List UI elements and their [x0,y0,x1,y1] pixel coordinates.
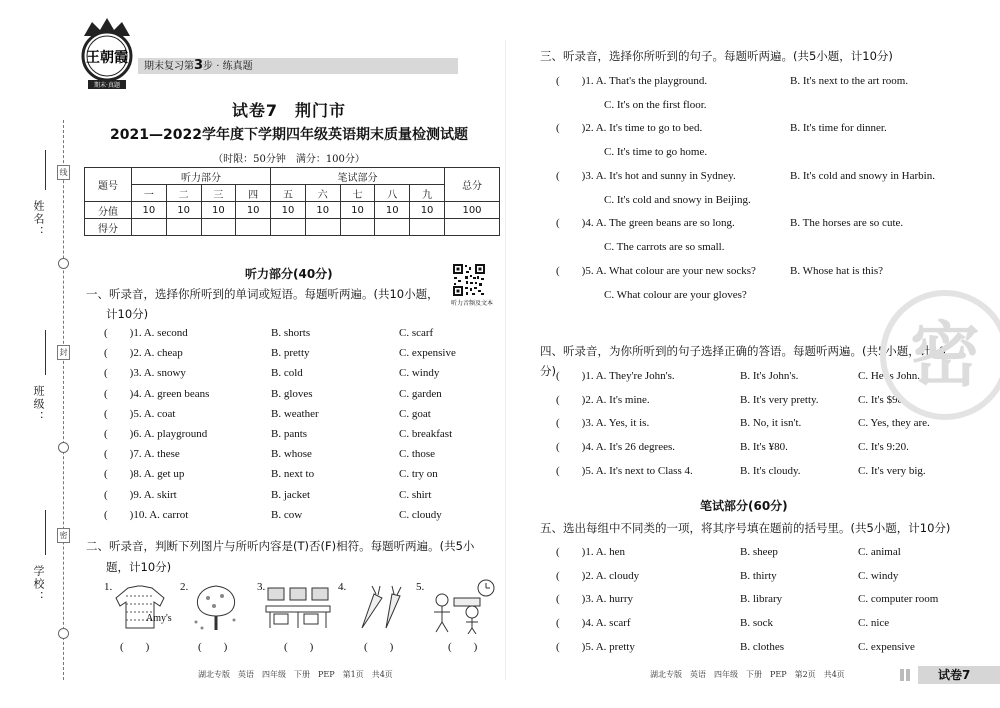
sec1-q5-option-b: B. weather [271,407,319,420]
sec4-q1-option-a[interactable]: ( )1. A. They're John's. [556,370,675,382]
school-field[interactable] [45,510,46,555]
footer-item: 共4页 [823,670,845,679]
sec3-q2-option-c: C. It's time to go home. [604,146,708,159]
sec1-q2-option-a[interactable]: ( )2. A. cheap [104,347,183,360]
sec1-q7-option-b: B. whose [271,448,312,461]
sec3-q4-option-c: C. The carrots are so small. [604,241,725,254]
binding-hole [58,258,69,269]
sec2-title-cont: 题，计10分) [106,560,172,574]
sec1-q9-option-a[interactable]: ( )9. A. skirt [104,488,177,501]
class-label: 班级： [32,385,45,424]
footer-item: 湖北专版 [198,670,230,679]
sec5-q1-option-b: B. sheep [740,546,778,558]
sec1-q10-option-a[interactable]: ( )10. A. carrot [104,508,189,521]
sec3-q2-option-a[interactable]: ( )2. A. It's time to go to bed. [556,122,703,135]
dots-icon [900,669,914,681]
sec3-title: 三、听录音，选择你所听到的句子。每题听两遍。(共5小题，计10分) [540,49,893,63]
classroom-picture [424,578,500,634]
sec5-q5-option-c: C. expensive [858,640,915,653]
writing-heading: 笔试部分(60分) [700,499,788,513]
sec4-q2-option-a[interactable]: ( )2. A. It's mine. [556,393,650,406]
binding-tag: 线 [57,165,70,180]
sec1-q5-option-c: C. goat [399,407,431,420]
sec1-q6-option-c: C. breakfast [399,428,453,440]
pic-number: 3. [257,581,266,593]
name-field[interactable] [45,150,46,190]
sec3-q3-option-b: B. It's cold and snowy in Harbin. [790,169,935,182]
answer-paren[interactable]: ( ) [120,641,150,653]
sec2-title: 二、听录音，判断下列图片与所听内容是(T)否(F)相符。每题听两遍。(共5小 [86,539,475,553]
sec1-q10-option-b: B. cow [271,508,303,521]
school-label: 学校： [32,565,45,604]
footer-right [650,669,853,680]
sec4-q4-option-b: B. It's ¥80. [740,441,788,454]
sec4-q5-option-a[interactable]: ( )5. A. It's next to Class 4. [556,464,693,477]
binding-tag: 密 [57,528,70,543]
sec4-q1-option-c: C. He is John. [858,370,921,382]
sec1-q8-option-c: C. try on [399,468,438,481]
page-divider [505,40,506,680]
sec1-q9-option-b: B. jacket [271,488,311,501]
exam-title: 2021—2022学年度下学期四年级英语期末质量检测试题 [110,127,468,143]
sec4-q2-option-c: C. It's $98. [858,393,906,406]
review-banner: 期末复习第3步 · 练真题 [138,58,458,74]
sec5-title: 五、选出每组中不同类的一项，将其序号填在题前的括号里。(共5小题，计10分) [540,521,951,535]
answer-paren[interactable]: ( ) [364,641,394,653]
sec1-q6-option-b: B. pants [271,428,308,440]
sec5-q2-option-b: B. thirty [740,569,777,582]
sec3-q4-option-b: B. The horses are so cute. [790,217,904,230]
pic-number: 1. [104,581,113,593]
sec5-q1-option-a[interactable]: ( )1. A. hen [556,546,626,558]
tree-picture [186,582,246,632]
sec3-q5-option-c: C. What colour are your gloves? [604,288,747,301]
sec1-q1-option-a[interactable]: ( )1. A. second [104,327,188,339]
sec1-q10-option-c: C. cloudy [399,508,442,521]
sec5-q5-option-a[interactable]: ( )5. A. pretty [556,640,635,653]
sec5-q4-option-c: C. nice [858,617,890,630]
sec1-q5-option-a[interactable]: ( )5. A. coat [104,407,176,420]
watermark-stamp: 密 [880,290,1000,420]
sec1-q6-option-a[interactable]: ( )6. A. playground [104,428,208,440]
footer-item: 四年级 [262,670,286,679]
carrots-picture [350,584,410,632]
sec3-q5-option-a[interactable]: ( )5. A. What colour are your new socks? [556,264,756,277]
sec1-title-cont: 计10分) [106,307,149,321]
sec1-q2-option-b: B. pretty [271,347,310,360]
answer-paren[interactable]: ( ) [448,641,478,653]
sec3-q1-option-a[interactable]: ( )1. A. That's the playground. [556,75,708,87]
footer-item: 共4页 [371,670,393,679]
sec5-q3-option-c: C. computer room [858,593,939,606]
sec4-q5-option-b: B. It's cloudy. [740,464,801,477]
score-table: 题号 听力部分 笔试部分 总分 一 二 三 四 五 六 七 八 九 分值 10 10 10 10 10 10 10 10 10 100 得分 [84,167,500,236]
footer-item: 第1页 [342,670,364,679]
sec5-q4-option-b: B. sock [740,617,773,630]
binding-hole [58,628,69,639]
logo-sub: 期末·真题 [94,82,120,89]
sec5-q3-option-a[interactable]: ( )3. A. hurry [556,593,633,606]
sec1-q7-option-c: C. those [399,448,436,461]
sec5-q2-option-a[interactable]: ( )2. A. cloudy [556,569,640,582]
sec4-q3-option-c: C. Yes, they are. [858,417,930,430]
qr-caption: 听力音频及文本 [450,300,493,307]
computer-room-picture [264,584,334,632]
sec3-q3-option-a[interactable]: ( )3. A. It's hot and sunny in Sydney. [556,169,736,182]
sec3-q2-option-b: B. It's time for dinner. [790,122,887,135]
sec1-q3-option-a[interactable]: ( )3. A. snowy [104,367,186,380]
sec4-q2-option-b: B. It's very pretty. [740,393,819,406]
footer-item: 下册 [294,670,310,679]
pic-number: 4. [338,581,347,593]
sec5-q1-option-c: C. animal [858,546,901,558]
answer-paren[interactable]: ( ) [198,641,228,653]
sec1-q3-option-c: C. windy [399,367,440,380]
sec4-q5-option-c: C. It's very big. [858,464,926,477]
footer-item: 四年级 [714,670,738,679]
footer-item: PEP [318,670,335,679]
sec1-q8-option-a[interactable]: ( )8. A. get up [104,468,185,481]
answer-paren[interactable]: ( ) [284,641,314,653]
sec1-q4-option-b: B. gloves [271,387,313,400]
sec5-q2-option-c: C. windy [858,569,899,582]
exam-time: （时限：50分钟 满分：100分） [213,154,365,165]
sec5-q4-option-a[interactable]: ( )4. A. scarf [556,617,631,630]
sec4-title: 四、听录音，为你所听到的句子选择正确的答语。每题听两遍。(共5小题，计10分) [540,344,946,378]
qr-code-icon[interactable] [452,263,486,297]
pic-number: 5. [416,581,425,593]
sec3-q1-option-b: B. It's next to the art room. [790,75,909,87]
footer-item: 第2页 [794,670,816,679]
sec1-q7-option-a[interactable]: ( )7. A. these [104,448,180,461]
paper-corner-tag: 试卷7 [918,666,1000,684]
sec4-q3-option-a[interactable]: ( )3. A. Yes, it is. [556,417,650,430]
logo-text: 王朝霞 [86,50,128,66]
sec4-q4-option-c: C. It's 9:20. [858,441,909,454]
sec1-q9-option-c: C. shirt [399,488,432,501]
pic-number: 2. [180,581,189,593]
footer-left [198,669,401,680]
sec5-q3-option-b: B. library [740,593,783,606]
sweater-picture [110,584,170,632]
listening-heading: 听力部分(40分) [245,267,333,281]
footer-item: 英语 [690,670,706,679]
amys-label: Amy's [146,613,172,624]
sec1-q4-option-c: C. garden [399,387,442,400]
class-field[interactable] [45,330,46,375]
sec4-q4-option-a[interactable]: ( )4. A. It's 26 degrees. [556,441,675,454]
binding-line [63,120,64,680]
sec1-q1-option-b: B. shorts [271,327,311,339]
brand-logo [78,14,136,92]
sec3-q3-option-c: C. It's cold and snowy in Beijing. [604,193,751,206]
sec3-q5-option-b: B. Whose hat is this? [790,264,883,277]
sec1-q2-option-c: C. expensive [399,347,456,360]
sec4-q1-option-b: B. It's John's. [740,370,799,382]
binding-hole [58,442,69,453]
sec1-q8-option-b: B. next to [271,468,315,481]
sec1-q1-option-c: C. scarf [399,327,434,339]
sec3-q1-option-c: C. It's on the first floor. [604,99,707,111]
binding-tag: 封 [57,345,70,360]
footer-item: 英语 [238,670,254,679]
sec1-q4-option-a[interactable]: ( )4. A. green beans [104,387,210,400]
footer-item: PEP [770,670,787,679]
footer-item: 下册 [746,670,762,679]
sec4-q3-option-b: B. No, it isn't. [740,417,802,430]
paper-title: 试卷7 荆门市 [231,101,347,120]
sec3-q4-option-a[interactable]: ( )4. A. The green beans are so long. [556,217,735,230]
name-label: 姓名： [32,200,45,239]
sec1-title: 一、听录音，选择你所听到的单词或短语。每题听两遍。(共10小题， [86,287,439,301]
sec1-q3-option-b: B. cold [271,367,303,380]
footer-item: 湖北专版 [650,670,682,679]
sec5-q5-option-b: B. clothes [740,640,784,653]
